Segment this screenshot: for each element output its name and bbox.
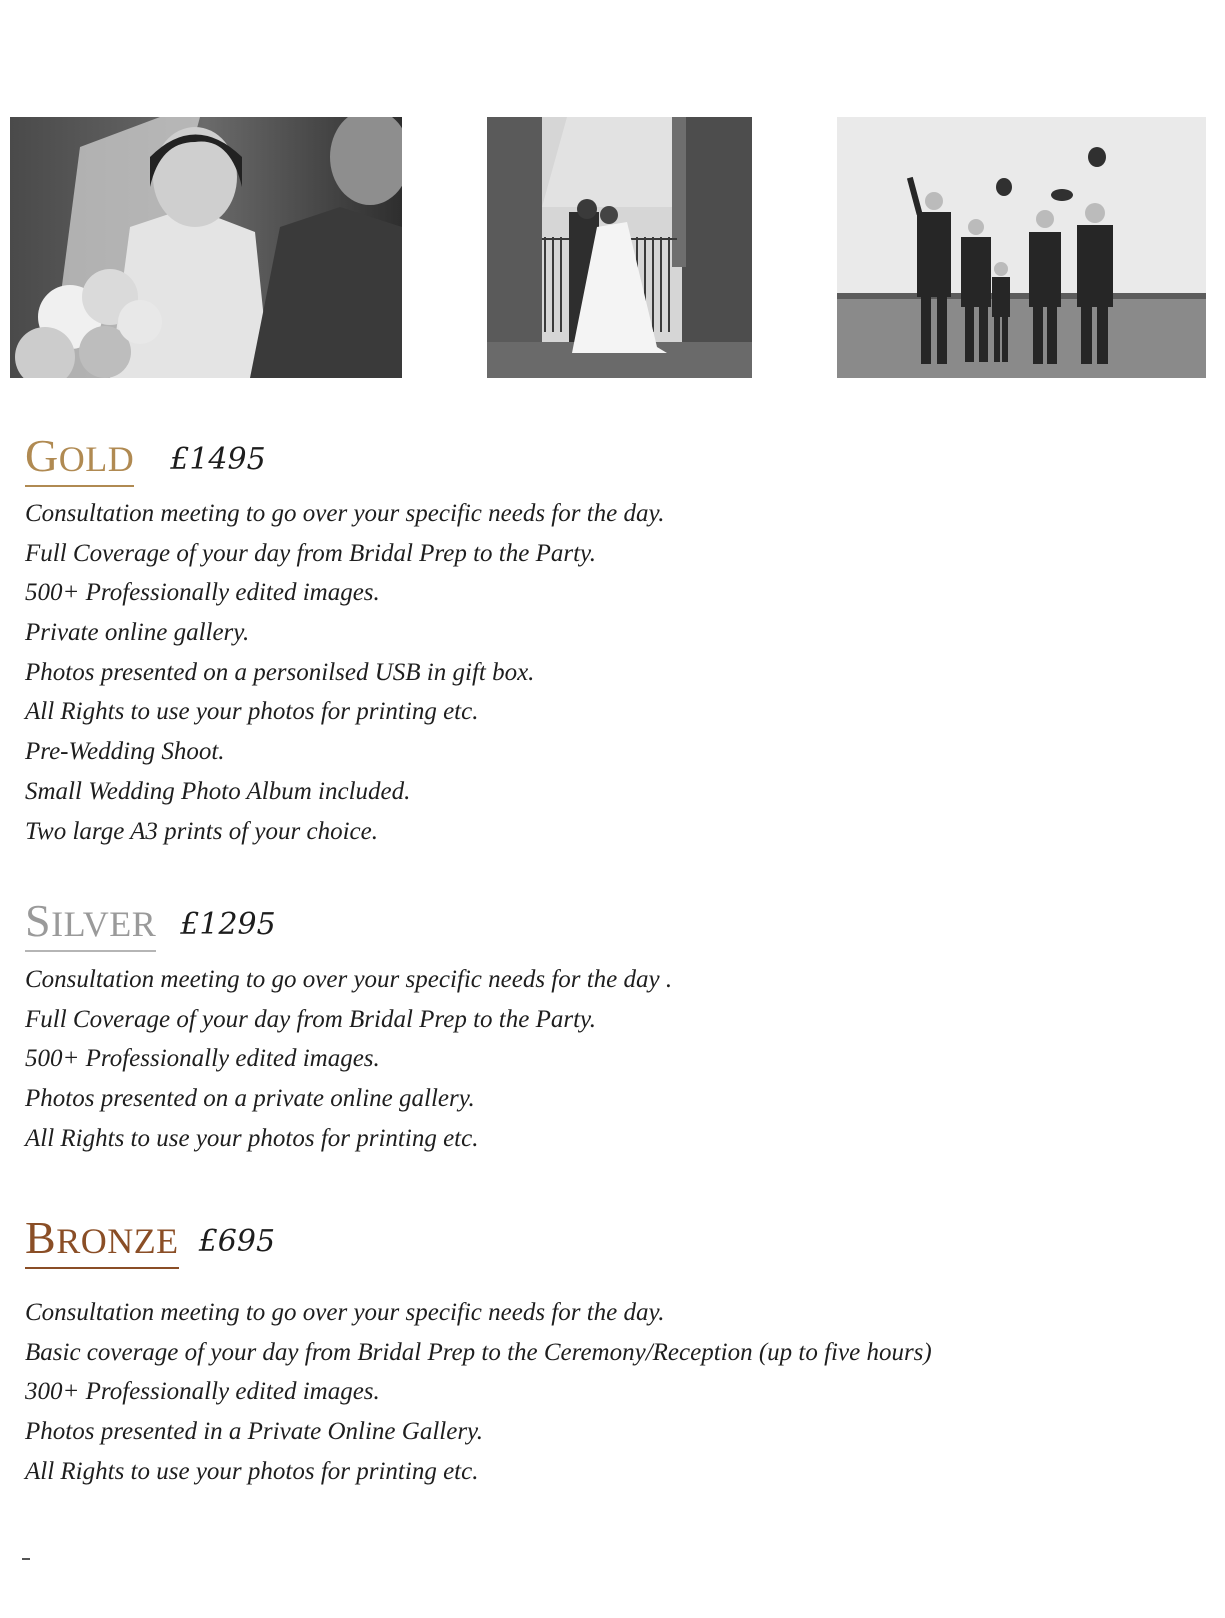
- tier-title-bronze: BRONZE: [25, 1214, 179, 1269]
- feature-item: Photos presented on a personilsed USB in gift box.: [25, 658, 535, 686]
- feature-item: Photos presented on a private online gallery.: [25, 1085, 475, 1113]
- groomsmen-throwing-hats-photo: [837, 117, 1206, 378]
- feature-item: 300+ Professionally edited images.: [25, 1378, 380, 1406]
- feature-item: 500+ Professionally edited images.: [25, 1045, 380, 1073]
- price-bronze: £695: [198, 1224, 276, 1259]
- feature-item: Photos presented in a Private Online Gallery.: [25, 1418, 484, 1446]
- feature-item: Full Coverage of your day from Bridal Prep to the Party.: [25, 539, 596, 567]
- package-bronze: [25, 1214, 932, 1491]
- feature-item: 500+ Professionally edited images.: [25, 579, 380, 607]
- price-silver: £1295: [180, 907, 276, 942]
- feature-item: Small Wedding Photo Album included.: [25, 777, 411, 805]
- feature-item: Two large A3 prints of your choice.: [25, 817, 378, 845]
- feature-item: All Rights to use your photos for printing etc.: [25, 1457, 479, 1485]
- tier-title-silver: SILVER: [25, 897, 156, 952]
- feature-item: All Rights to use your photos for printing etc.: [25, 698, 479, 726]
- couple-at-ruins-photo: [487, 117, 752, 378]
- feature-item: All Rights to use your photos for printing etc.: [25, 1124, 479, 1152]
- feature-list-gold: [25, 494, 664, 851]
- footer-dash: [22, 1558, 30, 1560]
- price-gold: £1495: [170, 442, 266, 477]
- feature-item: Consultation meeting to go over your specific needs for the day .: [25, 966, 673, 993]
- tier-title-gold: GOLD: [25, 432, 134, 487]
- feature-item: Private online gallery.: [25, 619, 250, 647]
- feature-list-bronze: [25, 1293, 932, 1491]
- bride-and-father-photo: [10, 117, 402, 378]
- feature-item: Basic coverage of your day from Bridal Prep to the Ceremony/Reception (up to five hours): [25, 1338, 932, 1366]
- feature-item: Full Coverage of your day from Bridal Prep to the Party.: [25, 1005, 596, 1033]
- feature-item: Pre-Wedding Shoot.: [25, 738, 225, 766]
- package-silver: [25, 897, 672, 1158]
- feature-list-silver: [25, 960, 672, 1158]
- package-gold: [25, 432, 664, 851]
- feature-item: Consultation meeting to go over your specific needs for the day.: [25, 1299, 665, 1326]
- feature-item: Consultation meeting to go over your specific needs for the day.: [25, 500, 665, 527]
